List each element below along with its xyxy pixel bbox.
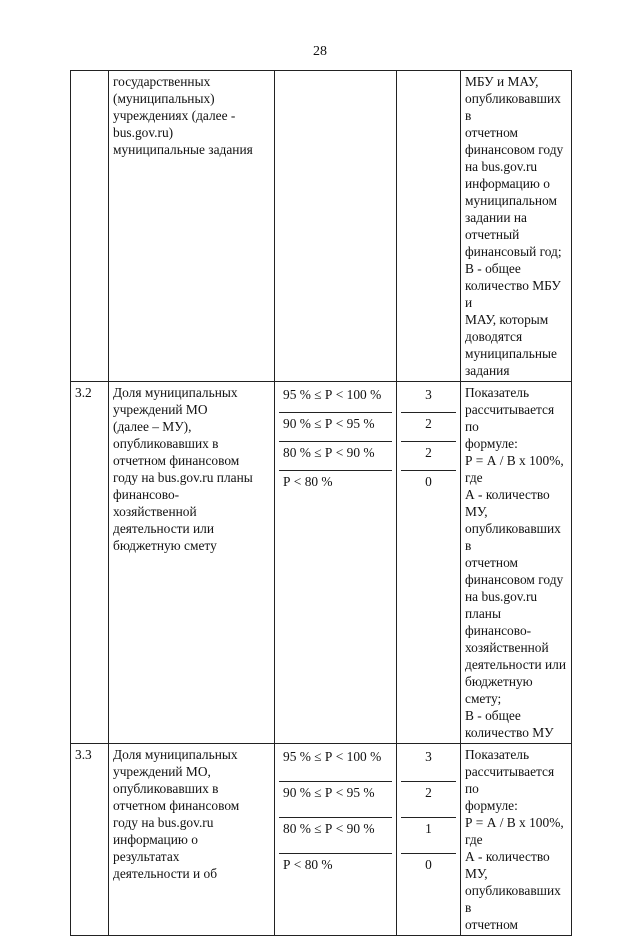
- range-value: 80 % ≤ Р < 90 %: [279, 817, 392, 853]
- range-value: Р < 80 %: [279, 853, 392, 913]
- range-value: 90 % ≤ Р < 95 %: [279, 781, 392, 817]
- formula-cell: Показатель рассчитывается по формуле: Р = А / В x 100%, где А - количество МУ, опубликовавших в отчетном: [461, 744, 572, 936]
- score-cell: [397, 71, 461, 382]
- indicator-name-cell: Доля муниципальных учреждений МО (далее – МУ), опубликовавших в отчетном финансовом году на bus.gov.ru планы финансово- хозяйственной деятельности или бюджетную смету: [109, 382, 275, 744]
- score-value: 2: [401, 781, 456, 817]
- formula-cell: МБУ и МАУ, опубликовавших в отчетном финансовом году на bus.gov.ru информацию о муниципальном задании на отчетный финансовый год; В - общее количество МБУ и МАУ, которым доводятся муниципальные задания: [461, 71, 572, 382]
- score-value: 2: [401, 441, 456, 470]
- score-value: 3: [425, 387, 432, 402]
- range-value: 95 % ≤ Р < 100 %: [283, 749, 382, 764]
- row-number-cell: 3.2: [71, 382, 109, 744]
- score-value: 3: [425, 749, 432, 764]
- score-value: 2: [401, 412, 456, 441]
- row-number-cell: [71, 71, 109, 382]
- criteria-table: [70, 70, 572, 936]
- score-value: 0: [401, 853, 456, 913]
- score-value: 1: [401, 817, 456, 853]
- score-cell: [397, 744, 461, 936]
- value-range-cell: [275, 744, 397, 936]
- value-range-cell: [275, 382, 397, 744]
- range-value: 90 % ≤ Р < 95 %: [279, 412, 392, 441]
- indicator-name-cell: Доля муниципальных учреждений МО, опубликовавших в отчетном финансовом году на bus.gov.ru информацию о результатах деятельности и об: [109, 744, 275, 936]
- table-row: [71, 744, 572, 936]
- formula-cell: Показатель рассчитывается по формуле: Р = А / В x 100%, где А - количество МУ, опубликовавших в отчетном финансовом году на bus.gov.ru планы финансово- хозяйственной деятельности или бюджетную смету; В - общее количество МУ: [461, 382, 572, 744]
- table-row: [71, 382, 572, 744]
- value-range-cell: [275, 71, 397, 382]
- indicator-name-cell: государственных (муниципальных) учреждениях (далее - bus.gov.ru) муниципальные задания: [109, 71, 275, 382]
- range-value: 95 % ≤ Р < 100 %: [283, 387, 382, 402]
- score-value: 0: [401, 470, 456, 675]
- table-row: [71, 71, 572, 382]
- page-number: 28: [313, 44, 327, 59]
- row-number-cell: 3.3: [71, 744, 109, 936]
- range-value: Р < 80 %: [279, 470, 392, 675]
- range-value: 80 % ≤ Р < 90 %: [279, 441, 392, 470]
- score-cell: [397, 382, 461, 744]
